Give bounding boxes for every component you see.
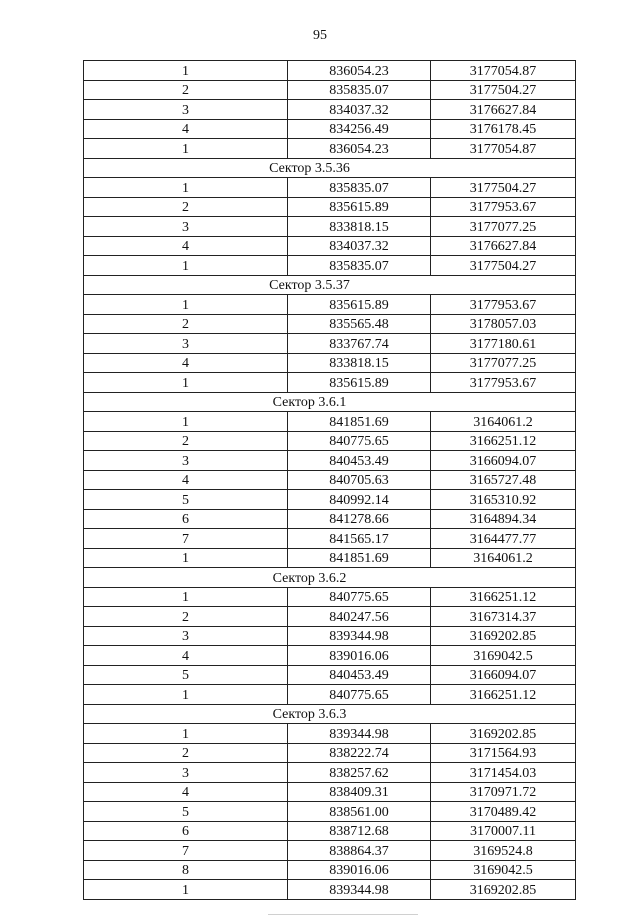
y-coordinate-cell: 3170971.72 [431, 782, 576, 802]
table-row [84, 353, 576, 373]
table-row [84, 314, 576, 334]
y-coordinate-cell: 3176627.84 [431, 236, 576, 256]
table-row [84, 509, 576, 529]
point-number-cell: 1 [84, 587, 288, 607]
x-coordinate-cell: 835565.48 [288, 314, 431, 334]
sector-title: Сектор 3.5.37 [269, 278, 350, 293]
point-number-cell: 1 [84, 548, 288, 568]
point-number-cell: 2 [84, 197, 288, 217]
point-number-cell: 7 [84, 529, 288, 549]
table-row [84, 373, 576, 393]
y-coordinate-cell: 3164477.77 [431, 529, 576, 549]
point-number-cell: 1 [84, 373, 288, 393]
table-row [84, 802, 576, 822]
point-number-cell: 3 [84, 763, 288, 783]
table-row [84, 451, 576, 471]
x-coordinate-cell: 836054.23 [288, 61, 431, 81]
point-number-cell: 4 [84, 236, 288, 256]
x-coordinate-cell: 838712.68 [288, 821, 431, 841]
sector-title: Сектор 3.6.2 [272, 570, 347, 586]
sector-header-row [84, 392, 576, 412]
sector-title: Сектор 3.6.3 [272, 707, 347, 722]
table-row [84, 880, 576, 900]
x-coordinate-cell: 838257.62 [288, 763, 431, 783]
table-row [84, 295, 576, 315]
sector-title-cell [84, 158, 576, 178]
table-row [84, 821, 576, 841]
y-coordinate-cell: 3165310.92 [431, 490, 576, 510]
y-coordinate-cell: 3176178.45 [431, 119, 576, 139]
y-coordinate-cell: 3177077.25 [431, 217, 576, 237]
x-coordinate-cell: 840705.63 [288, 470, 431, 490]
y-coordinate-cell: 3166094.07 [431, 665, 576, 685]
table-row [84, 178, 576, 198]
x-coordinate-cell: 838561.00 [288, 802, 431, 822]
table-row [84, 412, 576, 432]
point-number-cell: 5 [84, 802, 288, 822]
point-number-cell: 2 [84, 743, 288, 763]
table-row [84, 490, 576, 510]
table-row [84, 236, 576, 256]
table-row [84, 431, 576, 451]
x-coordinate-cell: 840247.56 [288, 607, 431, 627]
y-coordinate-cell: 3177504.27 [431, 178, 576, 198]
table-row [84, 256, 576, 276]
y-coordinate-cell: 3164894.34 [431, 509, 576, 529]
table-row [84, 763, 576, 783]
table-row [84, 470, 576, 490]
x-coordinate-cell: 841851.69 [288, 548, 431, 568]
x-coordinate-cell: 840992.14 [288, 490, 431, 510]
point-number-cell: 3 [84, 100, 288, 120]
table-row [84, 529, 576, 549]
sector-header-row [84, 704, 576, 724]
x-coordinate-cell: 835835.07 [288, 256, 431, 276]
table-row [84, 100, 576, 120]
point-number-cell: 1 [84, 139, 288, 159]
y-coordinate-cell: 3164061.2 [431, 548, 576, 568]
x-coordinate-cell: 841851.69 [288, 412, 431, 432]
point-number-cell: 6 [84, 509, 288, 529]
y-coordinate-cell: 3177180.61 [431, 334, 576, 354]
coordinates-table [83, 60, 576, 900]
y-coordinate-cell: 3166251.12 [431, 431, 576, 451]
y-coordinate-cell: 3169202.85 [431, 626, 576, 646]
x-coordinate-cell: 835835.07 [288, 80, 431, 100]
table-row [84, 217, 576, 237]
x-coordinate-cell: 834037.32 [288, 236, 431, 256]
table-row [84, 139, 576, 159]
table-row [84, 626, 576, 646]
x-coordinate-cell: 841278.66 [288, 509, 431, 529]
point-number-cell: 6 [84, 821, 288, 841]
y-coordinate-cell: 3169524.8 [431, 841, 576, 861]
table-row [84, 548, 576, 568]
coordinates-table-body [84, 61, 576, 900]
point-number-cell: 4 [84, 646, 288, 666]
y-coordinate-cell: 3166251.12 [431, 587, 576, 607]
point-number-cell: 8 [84, 860, 288, 880]
x-coordinate-cell: 839344.98 [288, 724, 431, 744]
point-number-cell: 2 [84, 431, 288, 451]
y-coordinate-cell: 3177953.67 [431, 197, 576, 217]
table-row [84, 724, 576, 744]
x-coordinate-cell: 835835.07 [288, 178, 431, 198]
y-coordinate-cell: 3165727.48 [431, 470, 576, 490]
table-row [84, 334, 576, 354]
x-coordinate-cell: 840453.49 [288, 665, 431, 685]
x-coordinate-cell: 835615.89 [288, 197, 431, 217]
table-row [84, 80, 576, 100]
sector-header-row [84, 568, 576, 588]
table-row [84, 646, 576, 666]
y-coordinate-cell: 3176627.84 [431, 100, 576, 120]
sector-header-row [84, 158, 576, 178]
y-coordinate-cell: 3167314.37 [431, 607, 576, 627]
point-number-cell: 4 [84, 353, 288, 373]
x-coordinate-cell: 838222.74 [288, 743, 431, 763]
y-coordinate-cell: 3171454.03 [431, 763, 576, 783]
point-number-cell: 1 [84, 256, 288, 276]
point-number-cell: 1 [84, 685, 288, 705]
point-number-cell: 2 [84, 314, 288, 334]
table-row [84, 119, 576, 139]
y-coordinate-cell: 3166094.07 [431, 451, 576, 471]
y-coordinate-cell: 3169202.85 [431, 880, 576, 900]
y-coordinate-cell: 3169042.5 [431, 860, 576, 880]
x-coordinate-cell: 840453.49 [288, 451, 431, 471]
sector-title-cell [84, 568, 576, 588]
x-coordinate-cell: 841565.17 [288, 529, 431, 549]
y-coordinate-cell: 3170489.42 [431, 802, 576, 822]
x-coordinate-cell: 840775.65 [288, 685, 431, 705]
table-row [84, 665, 576, 685]
table-row [84, 743, 576, 763]
point-number-cell: 3 [84, 334, 288, 354]
x-coordinate-cell: 839344.98 [288, 880, 431, 900]
sector-title: Сектор 3.5.36 [269, 161, 350, 176]
point-number-cell: 4 [84, 470, 288, 490]
point-number-cell: 5 [84, 665, 288, 685]
table-row [84, 782, 576, 802]
x-coordinate-cell: 833818.15 [288, 353, 431, 373]
table-row [84, 61, 576, 81]
y-coordinate-cell: 3171564.93 [431, 743, 576, 763]
page-number: 95 [313, 28, 327, 43]
footer-divider [268, 914, 418, 915]
x-coordinate-cell: 839016.06 [288, 646, 431, 666]
y-coordinate-cell: 3177504.27 [431, 256, 576, 276]
x-coordinate-cell: 838864.37 [288, 841, 431, 861]
y-coordinate-cell: 3177077.25 [431, 353, 576, 373]
point-number-cell: 2 [84, 607, 288, 627]
y-coordinate-cell: 3177953.67 [431, 295, 576, 315]
y-coordinate-cell: 3177054.87 [431, 139, 576, 159]
point-number-cell: 3 [84, 217, 288, 237]
point-number-cell: 4 [84, 119, 288, 139]
point-number-cell: 7 [84, 841, 288, 861]
x-coordinate-cell: 834037.32 [288, 100, 431, 120]
table-row [84, 860, 576, 880]
x-coordinate-cell: 838409.31 [288, 782, 431, 802]
x-coordinate-cell: 835615.89 [288, 295, 431, 315]
x-coordinate-cell: 833767.74 [288, 334, 431, 354]
sector-title: Сектор 3.6.1 [272, 395, 347, 410]
y-coordinate-cell: 3164061.2 [431, 412, 576, 432]
point-number-cell: 1 [84, 178, 288, 198]
y-coordinate-cell: 3169042.5 [431, 646, 576, 666]
sector-title-cell [84, 704, 576, 724]
point-number-cell: 2 [84, 80, 288, 100]
point-number-cell: 3 [84, 626, 288, 646]
x-coordinate-cell: 840775.65 [288, 587, 431, 607]
point-number-cell: 4 [84, 782, 288, 802]
y-coordinate-cell: 3177054.87 [431, 61, 576, 81]
table-row [84, 841, 576, 861]
sector-header-row [84, 275, 576, 295]
point-number-cell: 1 [84, 880, 288, 900]
x-coordinate-cell: 840775.65 [288, 431, 431, 451]
point-number-cell: 1 [84, 412, 288, 432]
x-coordinate-cell: 835615.89 [288, 373, 431, 393]
x-coordinate-cell: 836054.23 [288, 139, 431, 159]
x-coordinate-cell: 834256.49 [288, 119, 431, 139]
y-coordinate-cell: 3166251.12 [431, 685, 576, 705]
table-row [84, 587, 576, 607]
point-number-cell: 1 [84, 295, 288, 315]
y-coordinate-cell: 3169202.85 [431, 724, 576, 744]
x-coordinate-cell: 833818.15 [288, 217, 431, 237]
y-coordinate-cell: 3178057.03 [431, 314, 576, 334]
table-row [84, 607, 576, 627]
point-number-cell: 1 [84, 724, 288, 744]
y-coordinate-cell: 3177953.67 [431, 373, 576, 393]
x-coordinate-cell: 839344.98 [288, 626, 431, 646]
sector-title-cell [84, 275, 576, 295]
table-row [84, 685, 576, 705]
sector-title-cell [84, 392, 576, 412]
table-row [84, 197, 576, 217]
point-number-cell: 1 [84, 61, 288, 81]
y-coordinate-cell: 3170007.11 [431, 821, 576, 841]
x-coordinate-cell: 839016.06 [288, 860, 431, 880]
point-number-cell: 5 [84, 490, 288, 510]
y-coordinate-cell: 3177504.27 [431, 80, 576, 100]
point-number-cell: 3 [84, 451, 288, 471]
